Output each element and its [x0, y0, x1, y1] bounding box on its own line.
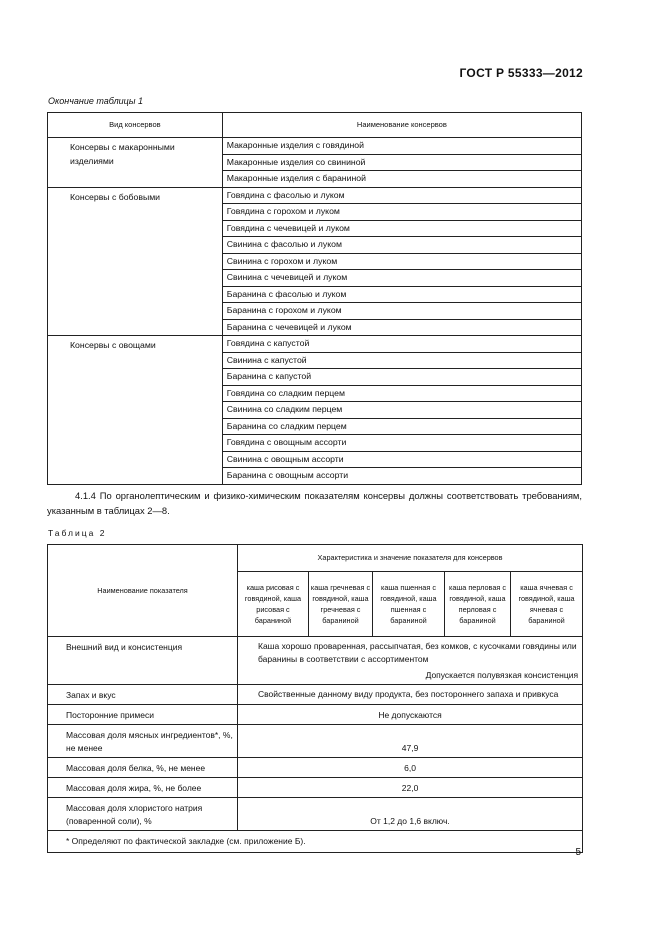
- row-label-smell: Запах и вкус: [48, 685, 238, 705]
- table2-column-header: каша перловая с говядиной, каша перловая с бараниной: [445, 572, 511, 637]
- row-label-protein: Массовая доля белка, %, не менее: [48, 758, 238, 778]
- table2-footnote: * Определяют по фактической закладке (см. приложение Б).: [48, 831, 583, 853]
- table1-cell: Свинина с фасолью и луком: [222, 237, 581, 254]
- table2-group-header: Характеристика и значение показателя для консервов: [238, 545, 583, 572]
- table1-cell: Баранина с овощным ассорти: [222, 468, 581, 485]
- table1-cell: Свинина с капустой: [222, 352, 581, 369]
- table2-column-header: каша ячневая с говядиной, каша ячневая с бараниной: [511, 572, 583, 637]
- table1-cell: Баранина с фасолью и луком: [222, 286, 581, 303]
- table-row: [48, 831, 583, 853]
- meat-value: 47,9: [238, 725, 583, 758]
- table-row: [48, 705, 583, 725]
- row-label-meat: Массовая доля мясных ингредиентов*, %, не менее: [48, 725, 238, 758]
- table-row: [48, 138, 582, 155]
- table2-indicator-header: Наименование показателя: [48, 545, 238, 637]
- table2-column-header: каша гречневая с говядиной, каша гречневая с бараниной: [309, 572, 373, 637]
- appearance-value-cell: [238, 637, 583, 685]
- table1-cell: Говядина с капустой: [222, 336, 581, 353]
- table1-cell: Говядина с горохом и луком: [222, 204, 581, 221]
- table1-cell: Говядина со сладким перцем: [222, 385, 581, 402]
- table1-cell: Баранина с чечевицей и луком: [222, 319, 581, 336]
- page-number: 5: [575, 847, 581, 858]
- row-label-salt: Массовая доля хлористого натрия (поваренной соли), %: [48, 798, 238, 831]
- fat-value: 22,0: [238, 778, 583, 798]
- smell-value: Свойственные данному виду продукта, без постороннего запаха и привкуса: [238, 685, 583, 705]
- table1-cell: Говядина с овощным ассорти: [222, 435, 581, 452]
- table1-cell: Свинина с чечевицей и луком: [222, 270, 581, 287]
- table1-cell: Баранина со сладким перцем: [222, 418, 581, 435]
- salt-value: От 1,2 до 1,6 включ.: [238, 798, 583, 831]
- table1-cell: Макаронные изделия с говядиной: [222, 138, 581, 155]
- document-code: ГОСТ Р 55333—2012: [459, 66, 583, 80]
- table1-cell: Свинина с овощным ассорти: [222, 451, 581, 468]
- table1-cell: Макаронные изделия с бараниной: [222, 171, 581, 188]
- table1-col1-header: Вид консервов: [48, 113, 223, 138]
- table-row: [48, 725, 583, 758]
- table1-category: Консервы с овощами: [48, 336, 223, 485]
- row-label-appearance: Внешний вид и консистенция: [48, 637, 238, 685]
- table1-cell: Макаронные изделия со свининой: [222, 154, 581, 171]
- table1-category: Консервы с макаронными изделиями: [48, 138, 223, 188]
- table1-cell: Говядина с чечевицей и луком: [222, 220, 581, 237]
- paragraph-4-1-4: 4.1.4 По органолептическим и физико-химическим показателям консервы должны соответствовать требованиям, указанным в таблицах 2—8.: [47, 490, 582, 516]
- protein-value: 6,0: [238, 758, 583, 778]
- appearance-value: Каша хорошо проваренная, рассыпчатая, без комков, с кусочками говядины или баранины в соответствии с ассортиментом: [258, 641, 577, 664]
- table-row: [48, 336, 582, 353]
- table2-header-row: [48, 545, 583, 572]
- row-label-fat: Массовая доля жира, %, не более: [48, 778, 238, 798]
- table2: [47, 544, 583, 853]
- table1-category: Консервы с бобовыми: [48, 187, 223, 336]
- table1-cell: Свинина с горохом и луком: [222, 253, 581, 270]
- row-label-impurities: Посторонние примеси: [48, 705, 238, 725]
- table-row: [48, 685, 583, 705]
- table2-caption: Таблица 2: [48, 528, 107, 538]
- table1-col2-header: Наименование консервов: [222, 113, 581, 138]
- table-row: [48, 187, 582, 204]
- appearance-note: Допускается полувязкая консистенция: [425, 670, 579, 680]
- table-row: [48, 637, 583, 685]
- table-row: [48, 758, 583, 778]
- impurities-value: Не допускаются: [238, 705, 583, 725]
- table1-cell: Баранина с капустой: [222, 369, 581, 386]
- table1: [47, 112, 582, 485]
- table2-column-header: каша пшенная с говядиной, каша пшенная с бараниной: [373, 572, 445, 637]
- table1-cell: Говядина с фасолью и луком: [222, 187, 581, 204]
- table-row: [48, 798, 583, 831]
- table1-caption: Окончание таблицы 1: [48, 96, 143, 106]
- table-row: [48, 778, 583, 798]
- table1-cell: Свинина со сладким перцем: [222, 402, 581, 419]
- table1-header-row: [48, 113, 582, 138]
- table2-column-header: каша рисовая с говядиной, каша рисовая с бараниной: [238, 572, 309, 637]
- table1-cell: Баранина с горохом и луком: [222, 303, 581, 320]
